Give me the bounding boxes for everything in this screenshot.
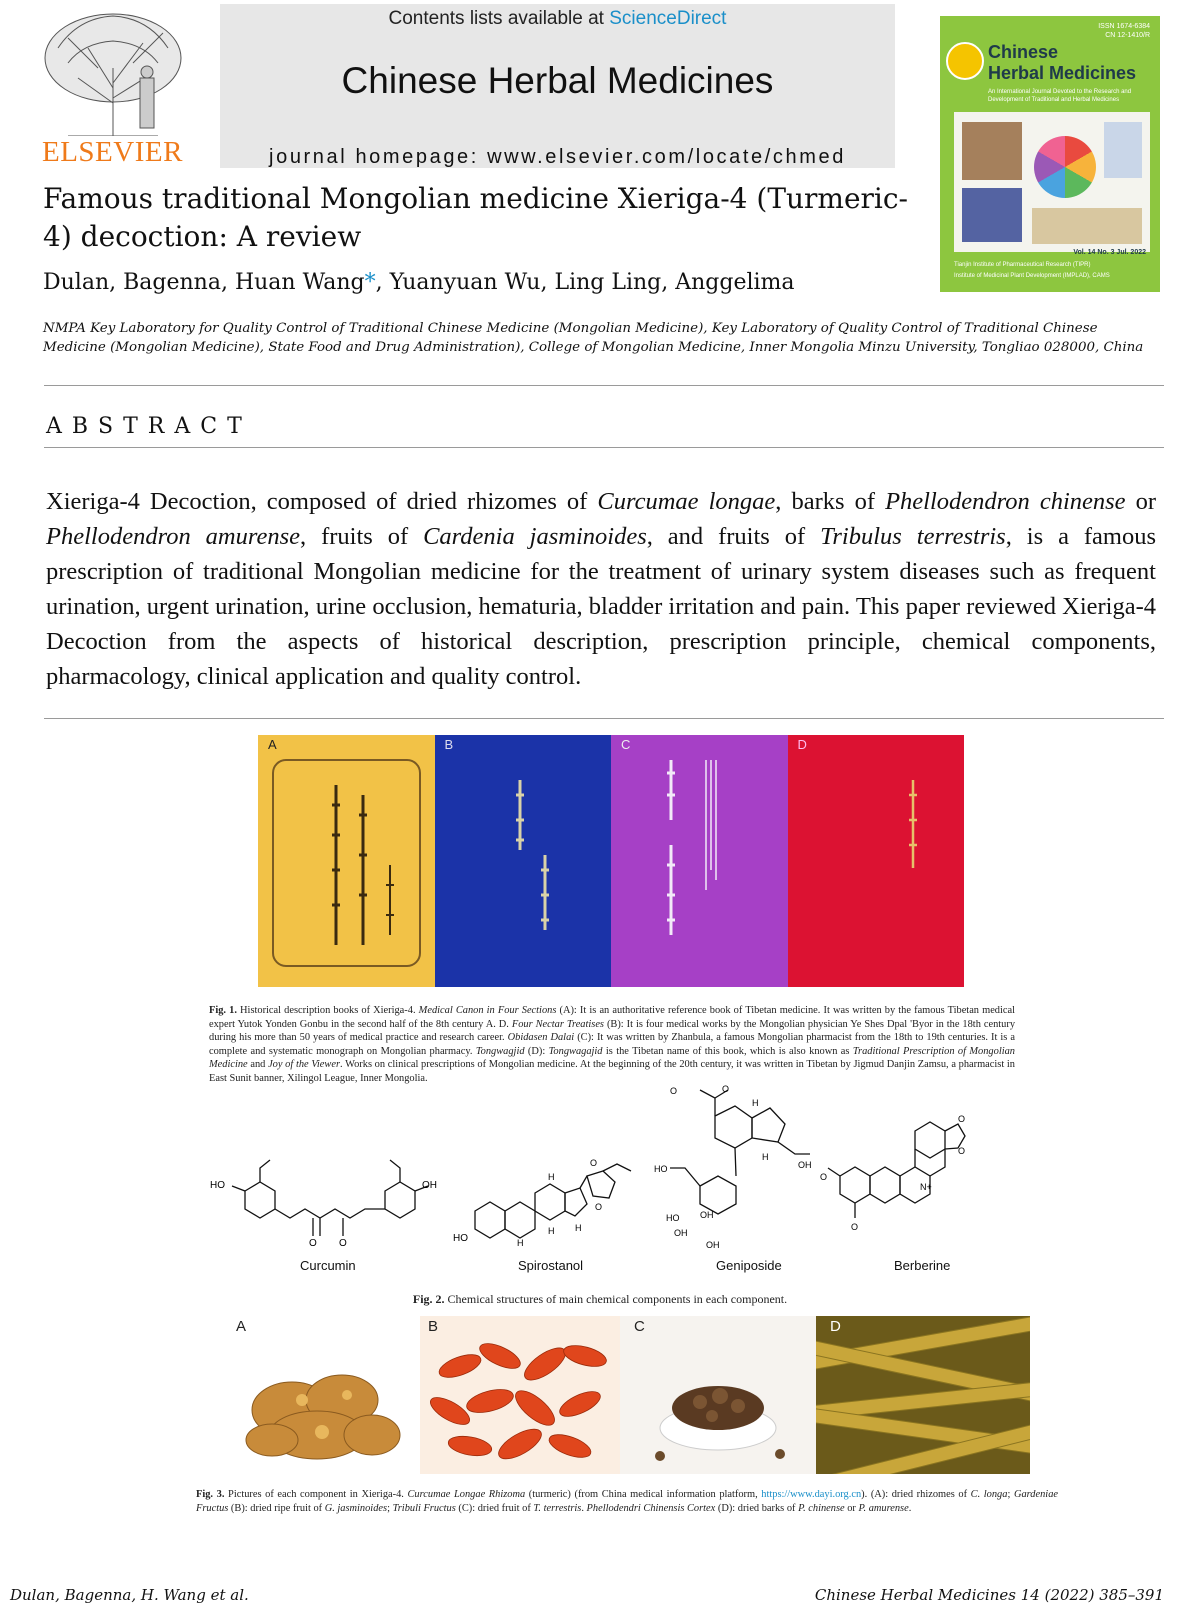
atom-label: O <box>590 1158 598 1168</box>
text-run: Gardeniae Fructus <box>196 1489 1059 1514</box>
text-run: , is a famous prescription of traditional Mongolian medicine for the treatment of urinary system diseases such as frequent urination, urgent urination, urine occlusion, hematuria, bladder irritation and pain. This paper reviewed Xieriga-4 Decoction from the aspects of historical description, prescription principle, chemical components, pharmacology, clinical application and quality control. <box>46 523 1157 690</box>
turmeric-photo <box>232 1340 412 1470</box>
mongolian-script-art <box>318 775 408 965</box>
text-run: (C): dried fruit of <box>455 1502 534 1514</box>
abstract-text <box>46 484 1156 694</box>
text-run: , barks of <box>775 488 886 515</box>
fig3-panel-c <box>620 1316 816 1474</box>
text-run: (A): It is an authoritative reference book of Tibetan medicine. It was written by the famous Tibetan medical expert Yutok Yonden Gonbu in the second half of the 8th century A. D. <box>209 1005 1015 1030</box>
atom-label: H <box>517 1238 524 1248</box>
fig1-panel-b <box>435 735 612 987</box>
atom-label: O <box>958 1114 966 1124</box>
atom-label: O <box>595 1202 603 1212</box>
atom-label: O <box>309 1238 317 1249</box>
panel-label: A <box>268 737 277 752</box>
fig3-panel-d <box>816 1316 1030 1474</box>
text-run: Phellodendron chinense <box>885 488 1126 515</box>
cover-book-photo <box>962 188 1022 242</box>
panel-label: D <box>830 1318 841 1335</box>
molecule-name: Spirostanol <box>518 1258 584 1273</box>
text-run: , and fruits of <box>646 523 821 550</box>
text-run: Phellodendron amurense <box>46 523 300 550</box>
mongolian-script-art <box>898 775 938 875</box>
journal-cover[interactable] <box>940 16 1160 292</box>
atom-label: O <box>722 1084 730 1094</box>
cover-logo-icon <box>946 42 984 80</box>
text-run: (C): It was written by Zhanbula, a famous Mongolian pharmacist from the 18th to 19th centuries. It is a complete and systematic monograph on Mongolian pharmacy. <box>209 1032 1015 1057</box>
text-run: Four Nectar Treatises <box>511 1018 604 1030</box>
atom-label: O <box>958 1146 966 1156</box>
running-footer-citation: Chinese Herbal Medicines 14 (2022) 385–391 <box>814 1586 1164 1604</box>
text-run: . <box>908 1502 912 1514</box>
article-title: Famous traditional Mongolian medicine Xieriga-4 (Turmeric-4) decoction: A review <box>43 182 909 253</box>
sciencedirect-link[interactable]: ScienceDirect <box>609 8 727 29</box>
atom-label: O <box>670 1086 678 1096</box>
atom-label: H <box>762 1152 769 1162</box>
atom-label: H <box>752 1098 759 1108</box>
atom-label: HO <box>654 1164 668 1174</box>
author-list: Dulan, Bagenna, Huan Wang*, Yuanyuan Wu, Ling Ling, Anggelima <box>43 270 795 295</box>
figure-1-caption <box>209 1004 1015 1085</box>
text-run: P. amurense <box>858 1502 909 1514</box>
text-run: Tongwagajid <box>548 1045 603 1057</box>
atom-label: OH <box>674 1228 688 1238</box>
cover-orgs: Tianjin Institute of Pharmaceutical Research (TIPR) Institute of Medicinal Plant Development (IMPLAD), CAMS <box>954 262 1110 279</box>
panel-label: B <box>428 1318 439 1335</box>
molecule-name: Geniposide <box>716 1258 782 1273</box>
panel-label: B <box>444 737 454 752</box>
text-run: Joy of the Viewer <box>268 1059 341 1070</box>
atom-label: H <box>575 1223 582 1233</box>
fig1-panel-d <box>788 735 965 987</box>
atom-label: OH <box>798 1160 812 1170</box>
cover-issn: ISSN 1674-6384 CN 12-1410/R <box>1098 23 1150 39</box>
atom-label: N+ <box>920 1182 932 1192</box>
text-run: Fig. 3. <box>196 1489 225 1500</box>
text-run: . <box>581 1502 587 1514</box>
divider <box>44 385 1164 386</box>
text-run: (D): <box>524 1045 549 1057</box>
cover-herb-photo <box>962 122 1022 180</box>
atom-label: OH <box>422 1180 437 1191</box>
text-run: ; <box>1007 1489 1014 1500</box>
journal-title: Chinese Herbal Medicines <box>341 60 774 101</box>
atom-label: O <box>820 1172 828 1182</box>
divider <box>44 718 1164 719</box>
contents-line <box>220 8 895 30</box>
text-run: Medical Canon in Four Sections <box>418 1005 557 1016</box>
phellodendron-bark-photo <box>816 1316 1030 1474</box>
text-run: Historical description books of Xieriga-4. <box>236 1005 419 1016</box>
figure-2-caption: Fig. 2. Chemical structures of main chemical components in each component. <box>412 1292 788 1306</box>
atom-label: HO <box>210 1180 225 1191</box>
text-run: or <box>844 1502 859 1514</box>
fig1-panel-c <box>611 735 788 987</box>
affiliation: NMPA Key Laboratory for Quality Control of Traditional Chinese Medicine (Mongolian Medicine), Key Laboratory of Quality Control of Traditional Chinese Medicine (Mongolian Medicine), State Food and Drug Administration), College of Mongolian Medicine, Inner Mongolia Minzu University, Tongliao 028000, China <box>43 321 1144 355</box>
text-run: P. chinense <box>798 1502 845 1514</box>
figure-3-images <box>222 1316 1030 1474</box>
text-run: ). (A): dried rhizomes of <box>861 1489 971 1500</box>
cover-subtitle: An International Journal Devoted to the Research and Development of Traditional and Herbal Medicines <box>988 89 1132 103</box>
text-run: Curcumae longae <box>597 488 776 515</box>
panel-label: D <box>797 737 807 752</box>
text-run: (B): It is four medical works by the Mongolian physician Ye Shes Dpal 'Byor in the 18th century during his more than 50 years of medical practice and research career. <box>209 1018 1016 1043</box>
berberine-structure <box>820 1106 980 1256</box>
figure-3-caption <box>196 1488 1058 1515</box>
text-run: G. jasminoides <box>324 1502 388 1514</box>
molecule-name: Curcumin <box>300 1258 356 1273</box>
text-run: ; <box>387 1502 393 1514</box>
fig3-panel-b <box>420 1316 620 1474</box>
atom-label: HO <box>453 1233 468 1244</box>
atom-label: H <box>548 1172 555 1182</box>
text-run: Xieriga-4 Decoction, composed of dried rhizomes of <box>46 488 598 515</box>
text-run: Tongwagjid <box>475 1045 525 1057</box>
atom-label: O <box>339 1238 347 1249</box>
gardenia-fruit-photo <box>420 1316 620 1474</box>
cover-molecule-panel <box>1104 122 1142 178</box>
text-run: and <box>247 1059 269 1070</box>
text-run: (turmeric) (from China medical information platform, <box>525 1489 762 1500</box>
atom-label: OH <box>706 1240 720 1250</box>
journal-homepage-link[interactable]: journal homepage: www.elsevier.com/locate/chmed <box>269 146 846 168</box>
text-run: Tribuli Fructus <box>392 1502 456 1514</box>
text-run: Phellodendri Chinensis Cortex <box>586 1502 716 1514</box>
text-run: Obidasen Dalai <box>507 1032 575 1043</box>
fig1-panel-a <box>258 735 435 987</box>
text-run: is the Tibetan name of this book, which is also known as <box>602 1045 853 1057</box>
cover-wheel-diagram <box>1034 136 1096 198</box>
fig3-panel-a <box>222 1316 420 1474</box>
publisher-wordmark[interactable]: ELSEVIER <box>42 136 183 168</box>
cover-title: Chinese Herbal Medicines <box>988 42 1137 83</box>
panel-label: A <box>236 1318 247 1335</box>
spirostanol-structure <box>445 1116 635 1256</box>
mongolian-script-art <box>505 775 565 935</box>
figure-1-images <box>258 735 964 987</box>
text-run: Tribulus terrestris <box>820 523 1006 550</box>
geniposide-structure <box>640 1076 820 1256</box>
text-run: , fruits of <box>300 523 424 550</box>
curcumin-structure <box>210 1146 440 1256</box>
text-run: T. terrestris <box>533 1502 582 1514</box>
text-run: or <box>1125 488 1157 515</box>
text-run: Cardenia jasminoides <box>423 523 647 550</box>
text-run: Pictures of each component in Xieriga-4. <box>224 1489 408 1500</box>
atom-label: O <box>851 1222 859 1232</box>
figure-2-structures <box>200 1084 1020 1276</box>
caption-link[interactable]: https://www.dayi.org.cn <box>761 1489 862 1500</box>
contents-prefix: Contents lists available at <box>388 8 610 29</box>
cover-artwork <box>954 112 1150 252</box>
molecule-name: Berberine <box>894 1258 951 1273</box>
atom-label: OH <box>700 1210 714 1220</box>
cover-issue: Vol. 14 No. 3 Jul. 2022 <box>1073 249 1146 256</box>
text-run: Fig. 1. <box>209 1005 237 1016</box>
atom-label: HO <box>666 1213 680 1223</box>
tribulus-fruit-photo <box>620 1316 816 1474</box>
journal-header-box <box>220 4 895 168</box>
text-run: . Works on clinical prescriptions of Mongolian medicine. At the beginning of the 20th century, it was written in Tibetan by Jigmud Danjin Zamsu, a pharmacist in East Sunit banner, Xilingol League, Inner Mongolia. <box>209 1059 1016 1084</box>
divider <box>44 447 1164 448</box>
text-run: Curcumae Longae Rhizoma <box>407 1489 526 1500</box>
panel-label: C <box>621 737 631 752</box>
text-run: (D): dried barks of <box>715 1502 799 1514</box>
mongolian-script-art <box>651 755 751 955</box>
abstract-heading: ABSTRACT <box>46 414 252 439</box>
cover-herb-strip <box>1032 208 1142 244</box>
text-run: Traditional Prescription of Mongolian Medicine <box>209 1045 1015 1070</box>
panel-label: C <box>634 1318 645 1335</box>
corresponding-author-mark[interactable]: * <box>364 270 376 295</box>
text-run: (B): dried ripe fruit of <box>228 1502 325 1514</box>
atom-label: H <box>548 1226 555 1236</box>
running-footer-authors: Dulan, Bagenna, H. Wang et al. <box>10 1586 249 1604</box>
text-run: C. longa <box>970 1489 1008 1500</box>
